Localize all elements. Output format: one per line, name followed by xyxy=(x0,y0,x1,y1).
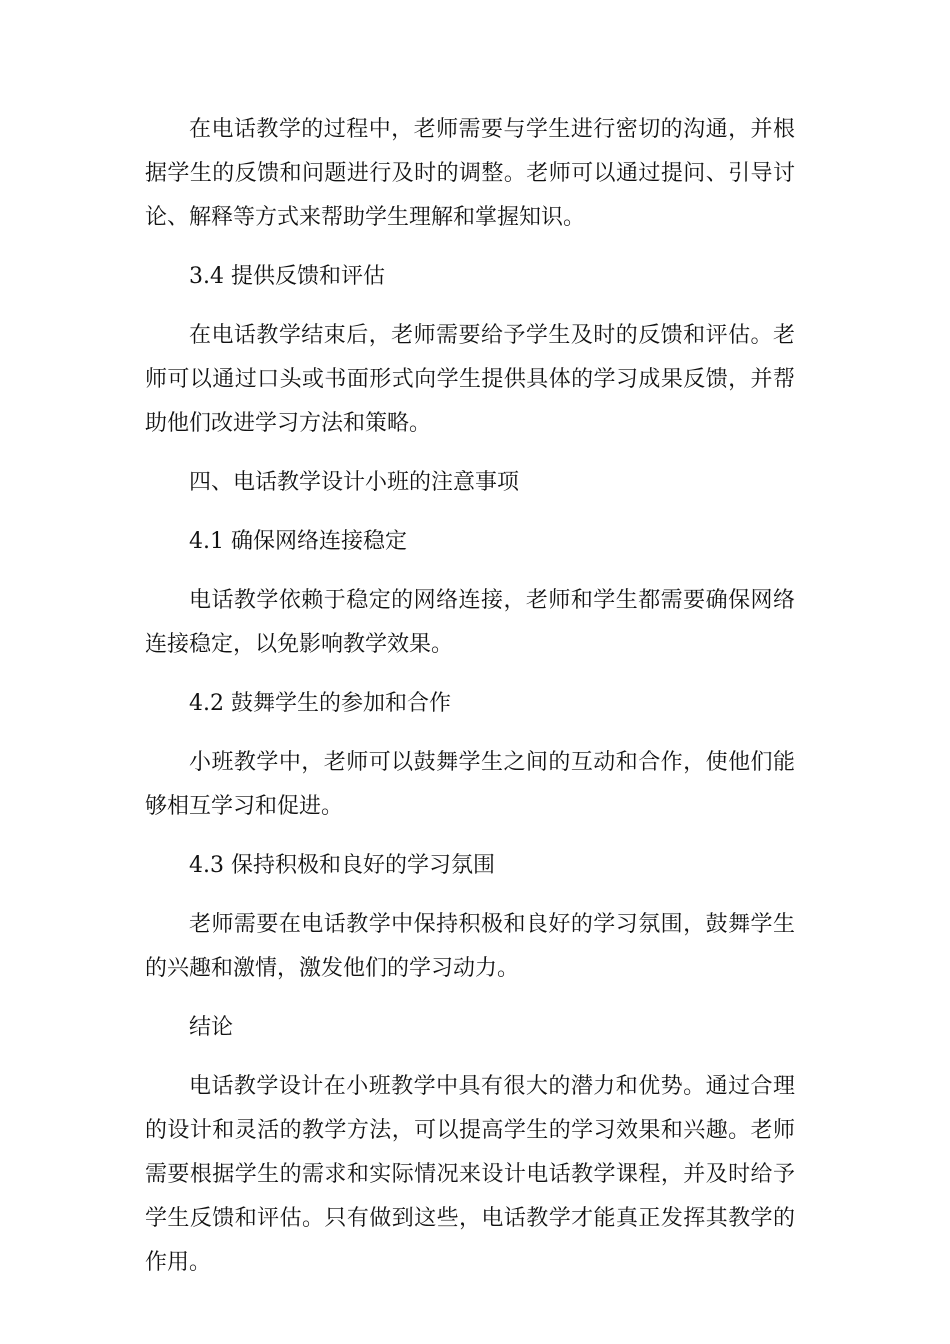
section-heading-4-3: 4.3 保持积极和良好的学习氛围 xyxy=(189,853,495,878)
paragraph-communication: 在电话教学的过程中，老师需要与学生进行密切的沟通，并根据学生的反馈和问题进行及时的调整。老师可以通过提问、引导讨论、解释等方式来帮助学生理解和掌握知识。 xyxy=(145,117,795,230)
chapter-heading-4: 四、电话教学设计小班的注意事项 xyxy=(189,470,520,495)
conclusion-heading: 结论 xyxy=(189,1015,234,1040)
section-heading-4-2: 4.2 鼓舞学生的参加和合作 xyxy=(189,691,451,716)
paragraph-atmosphere: 老师需要在电话教学中保持积极和良好的学习氛围，鼓舞学生的兴趣和激情，激发他们的学习动力。 xyxy=(145,912,795,981)
section-heading-3-4: 3.4 提供反馈和评估 xyxy=(189,264,385,289)
paragraph-cooperation: 小班教学中，老师可以鼓舞学生之间的互动和合作，使他们能够相互学习和促进。 xyxy=(145,750,795,819)
document-page xyxy=(145,108,795,1300)
paragraph-conclusion: 电话教学设计在小班教学中具有很大的潜力和优势。通过合理的设计和灵活的教学方法，可以提高学生的学习效果和兴趣。老师需要根据学生的需求和实际情况来设计电话教学课程，并及时给予学生反馈和评估。只有做到这些，电话教学才能真正发挥其教学的作用。 xyxy=(145,1074,795,1275)
paragraph-network: 电话教学依赖于稳定的网络连接，老师和学生都需要确保网络连接稳定，以免影响教学效果。 xyxy=(145,588,795,657)
section-heading-4-1: 4.1 确保网络连接稳定 xyxy=(189,529,407,554)
paragraph-feedback: 在电话教学结束后，老师需要给予学生及时的反馈和评估。老师可以通过口头或书面形式向学生提供具体的学习成果反馈，并帮助他们改进学习方法和策略。 xyxy=(145,323,795,436)
